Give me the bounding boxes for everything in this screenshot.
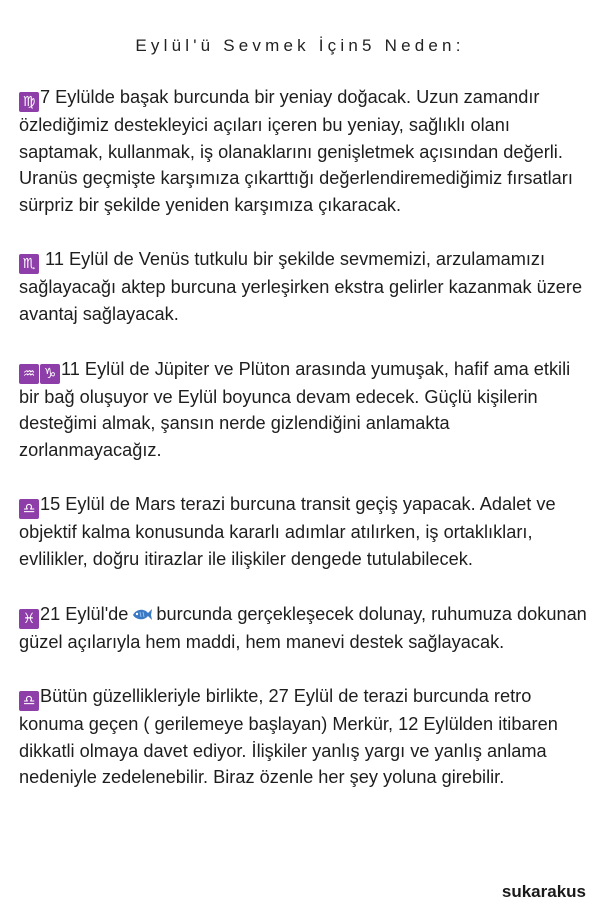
post-body	[19, 84, 587, 819]
paragraph-text: 11 Eylül de Venüs tutkulu bir şekilde sevmemizi, arzulamamızı sağlayacağı aktep burcuna yerleşirken ekstra gelirler kazanmak üzere avantaj sağlayacak.	[19, 249, 583, 324]
page-title: Eylül'ü Sevmek İçin5 Neden:	[135, 36, 465, 55]
paragraph-text-before: 21 Eylül'de	[40, 603, 129, 624]
paragraph-text: Bütün güzellikleriyle birlikte, 27 Eylül de terazi burcunda retro konuma geçen ( gerilemeye başlayan) Merkür, 12 Eylülden itibaren dikkatli olmaya davet ediyor. İlişkiler yanlış yargı ve yanlış anlama nedeniyle zedelenebilir. Biraz özenle her şey yoluna girebilir.	[19, 686, 558, 788]
paragraph-text: 11 Eylül de Jüpiter ve Plüton arasında yumuşak, hafif ama etkili bir bağ oluşuyor ve Eylül boyunca devam edecek. Güçlü kişilerin desteğimi almak, şansın nerde gizlendiğini anlamakta zorlanmayacağız.	[19, 358, 571, 460]
paragraph-virgo	[19, 84, 587, 218]
libra-icon: ♎	[19, 691, 39, 711]
paragraph-pisces	[19, 601, 587, 656]
author-signature: sukarakus	[501, 882, 586, 901]
paragraph-aquarius-capricorn	[19, 356, 587, 464]
paragraph-text: 7 Eylülde başak burcunda bir yeniay doğacak. Uzun zamandır özlediğimiz destekleyici açıları içeren bu yeniay, sağlıklı olanı saptamak, kullanmak, iş olanaklarını genişletmek açısından değerli. Uranüs geçmişte karşımıza çıkarttığı değerlendiremediğimiz fırsatları sürpriz bir şekilde yeniden karşımıza çıkaracak.	[19, 87, 573, 215]
paragraph-text: 15 Eylül de Mars terazi burcuna transit geçiş yapacak. Adalet ve objektif kalma konusunda kararlı adımlar atılırken, iş ortaklıkları, evlilikler, doğru itirazlar ile ilişkiler dengede tutulabilecek.	[19, 494, 556, 569]
libra-icon: ♎	[19, 499, 39, 519]
virgo-icon: ♍	[19, 92, 39, 112]
capricorn-icon: ♑	[40, 364, 60, 384]
fish-icon	[131, 606, 153, 622]
aquarius-icon: ♒	[19, 364, 39, 384]
paragraph-libra-mars	[19, 491, 587, 572]
paragraph-scorpio	[19, 246, 587, 327]
paragraph-libra-mercury	[19, 683, 587, 791]
paragraph-text-after: burcunda gerçekleşecek dolunay, ruhumuza dokunan güzel açılarıyla hem maddi, hem manevi destek sağlayacak.	[19, 603, 587, 652]
pisces-icon: ♓	[19, 609, 39, 629]
scorpio-icon: ♏	[19, 254, 39, 274]
